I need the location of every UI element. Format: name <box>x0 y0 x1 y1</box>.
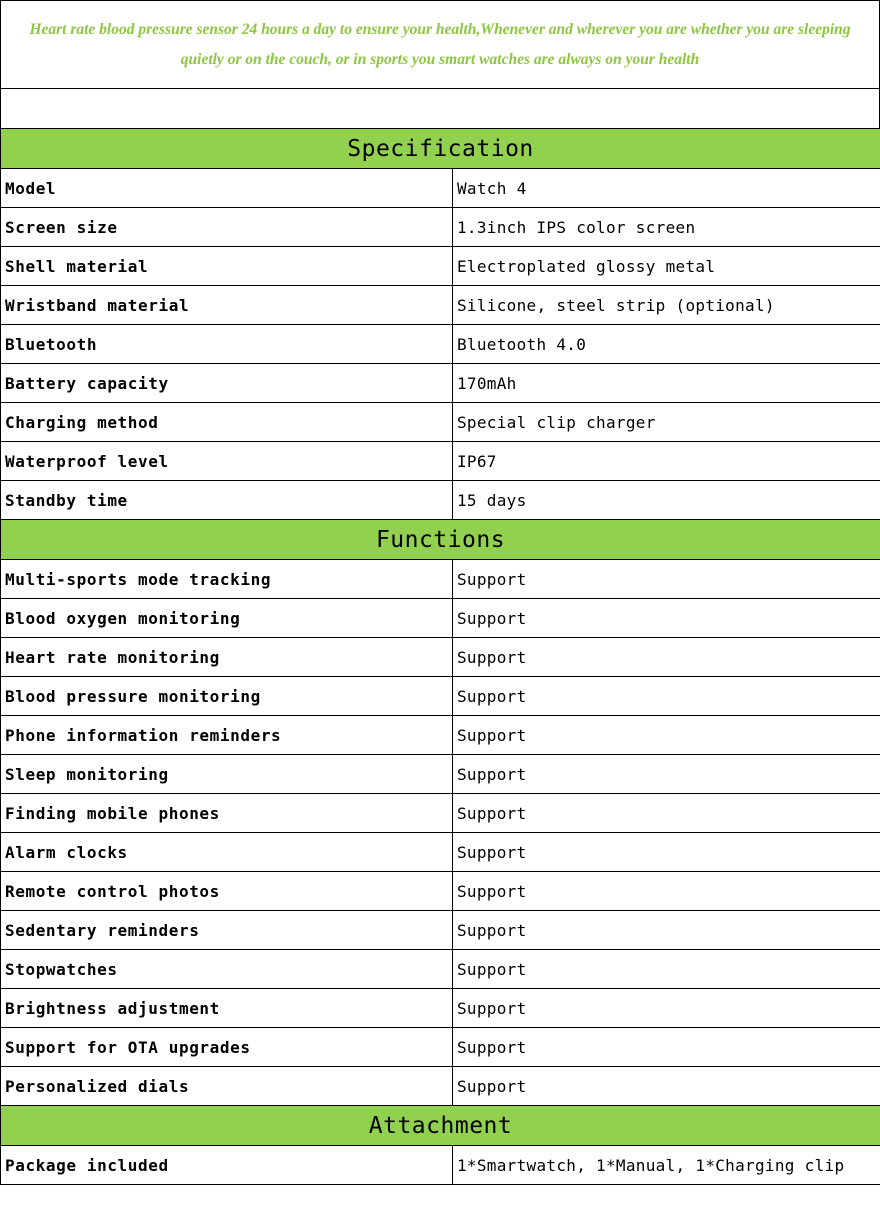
spec-value: Silicone, steel strip (optional) <box>453 286 880 325</box>
function-label: Finding mobile phones <box>1 794 453 833</box>
spec-label: Charging method <box>1 403 453 442</box>
spec-value: Electroplated glossy metal <box>453 247 880 286</box>
spec-value: Special clip charger <box>453 403 880 442</box>
function-value: Support <box>453 755 880 794</box>
table-row <box>1 911 880 950</box>
table-row <box>1 560 880 599</box>
function-value: Support <box>453 677 880 716</box>
function-value: Support <box>453 989 880 1028</box>
table-row <box>1 364 880 403</box>
spec-value: 1.3inch IPS color screen <box>453 208 880 247</box>
function-label: Support for OTA upgrades <box>1 1028 453 1067</box>
function-label: Sleep monitoring <box>1 755 453 794</box>
table-row <box>1 794 880 833</box>
table-row <box>1 989 880 1028</box>
section-title-functions: Functions <box>1 520 880 560</box>
spec-label: Bluetooth <box>1 325 453 364</box>
spec-label: Standby time <box>1 481 453 520</box>
function-value: Support <box>453 794 880 833</box>
attachment-label: Package included <box>1 1146 453 1185</box>
function-label: Brightness adjustment <box>1 989 453 1028</box>
table-row <box>1 950 880 989</box>
function-label: Personalized dials <box>1 1067 453 1106</box>
function-label: Multi-sports mode tracking <box>1 560 453 599</box>
function-label: Phone information reminders <box>1 716 453 755</box>
function-label: Blood pressure monitoring <box>1 677 453 716</box>
table-row <box>1 755 880 794</box>
section-header-row <box>1 129 880 169</box>
spec-label: Model <box>1 169 453 208</box>
spec-label: Waterproof level <box>1 442 453 481</box>
function-label: Heart rate monitoring <box>1 638 453 677</box>
spec-value: Watch 4 <box>453 169 880 208</box>
function-label: Stopwatches <box>1 950 453 989</box>
table-row <box>1 1028 880 1067</box>
section-title-specification: Specification <box>1 129 880 169</box>
function-value: Support <box>453 716 880 755</box>
attachment-value: 1*Smartwatch, 1*Manual, 1*Charging clip <box>453 1146 880 1185</box>
intro-box <box>0 0 880 89</box>
spec-value: 170mAh <box>453 364 880 403</box>
function-value: Support <box>453 911 880 950</box>
spec-table <box>0 128 880 1185</box>
table-row <box>1 325 880 364</box>
blank-row <box>0 88 880 129</box>
spec-value: Bluetooth 4.0 <box>453 325 880 364</box>
function-value: Support <box>453 638 880 677</box>
function-value: Support <box>453 599 880 638</box>
table-row <box>1 677 880 716</box>
spec-value: IP67 <box>453 442 880 481</box>
table-row <box>1 169 880 208</box>
section-title-attachment: Attachment <box>1 1106 880 1146</box>
table-row <box>1 1067 880 1106</box>
table-row <box>1 716 880 755</box>
spec-label: Shell material <box>1 247 453 286</box>
function-value: Support <box>453 950 880 989</box>
spec-label: Screen size <box>1 208 453 247</box>
section-header-row <box>1 520 880 560</box>
table-row <box>1 1146 880 1185</box>
table-row <box>1 403 880 442</box>
function-value: Support <box>453 872 880 911</box>
intro-text: Heart rate blood pressure sensor 24 hours a day to ensure your health,Whenever and wherever you are whether you are sleeping quietly or on the couch, or in sports you smart watches are always on your health <box>29 20 851 68</box>
table-row <box>1 872 880 911</box>
table-row <box>1 481 880 520</box>
function-label: Blood oxygen monitoring <box>1 599 453 638</box>
function-value: Support <box>453 1067 880 1106</box>
table-row <box>1 286 880 325</box>
table-row <box>1 599 880 638</box>
function-value: Support <box>453 833 880 872</box>
spec-value: 15 days <box>453 481 880 520</box>
function-value: Support <box>453 560 880 599</box>
table-row <box>1 638 880 677</box>
function-label: Remote control photos <box>1 872 453 911</box>
function-label: Alarm clocks <box>1 833 453 872</box>
section-header-row <box>1 1106 880 1146</box>
spec-label: Wristband material <box>1 286 453 325</box>
table-row <box>1 247 880 286</box>
table-row <box>1 208 880 247</box>
table-row <box>1 442 880 481</box>
function-label: Sedentary reminders <box>1 911 453 950</box>
table-row <box>1 833 880 872</box>
spec-label: Battery capacity <box>1 364 453 403</box>
function-value: Support <box>453 1028 880 1067</box>
